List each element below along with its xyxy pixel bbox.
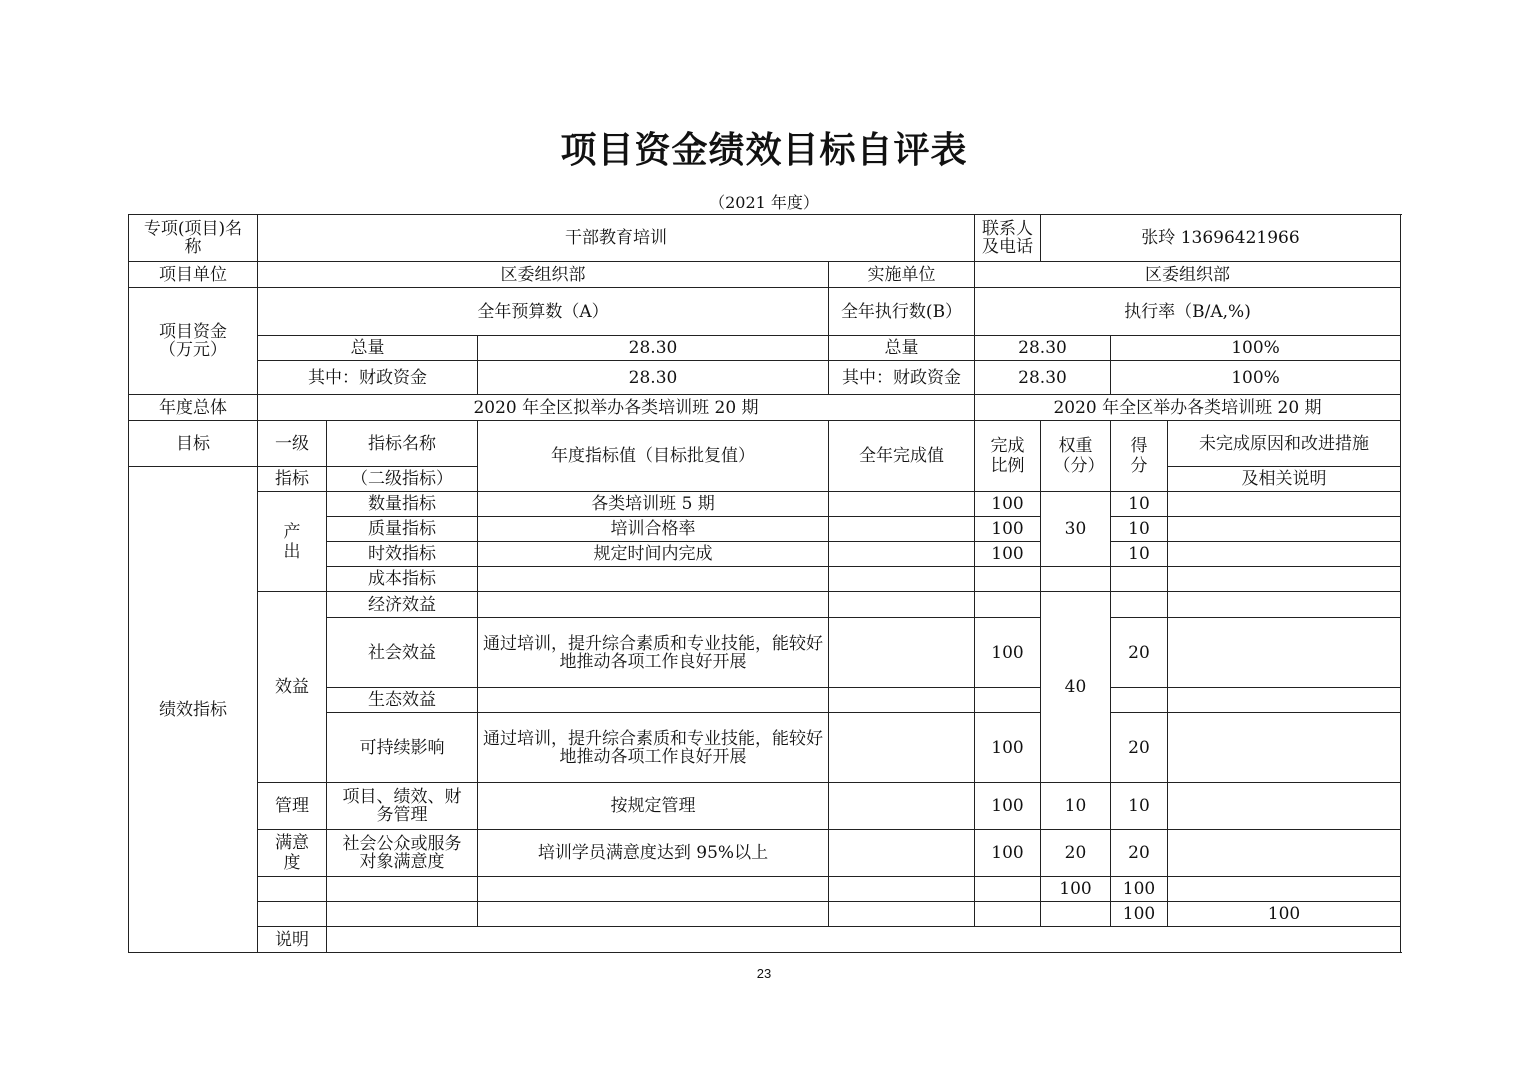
completion-ratio xyxy=(975,688,1041,713)
weight-output: 30 xyxy=(1041,492,1111,567)
empty-cell xyxy=(327,902,478,927)
weight-label: 权重（分） xyxy=(1041,421,1111,492)
row-unit xyxy=(129,262,1401,288)
completion-ratio: 100 xyxy=(975,492,1041,517)
completed-value xyxy=(829,830,975,877)
row-note xyxy=(129,927,1401,953)
total-score: 100 xyxy=(1168,902,1401,927)
indicator-value: 通过培训，提升综合素质和专业技能，能较好地推动各项工作良好开展 xyxy=(478,618,829,688)
project-name-label: 专项(项目)名称 xyxy=(129,215,258,262)
annual-target: 2020 年全区拟举办各类培训班 20 期 xyxy=(258,395,975,421)
indicator-value: 按规定管理 xyxy=(478,783,829,830)
reason-label-b: 及相关说明 xyxy=(1168,467,1401,492)
indicator-value: 培训学员满意度达到 95%以上 xyxy=(478,830,829,877)
fiscal-budget: 28.30 xyxy=(478,361,829,395)
completion-ratio: 100 xyxy=(975,542,1041,567)
empty-cell xyxy=(258,902,327,927)
annual-label: 年度总体 xyxy=(129,395,258,421)
reason xyxy=(1168,492,1401,517)
indicator-value xyxy=(478,592,829,618)
row-funds-total xyxy=(129,336,1401,361)
row-funds-header xyxy=(129,288,1401,336)
empty-cell xyxy=(258,877,327,902)
completed-value xyxy=(829,517,975,542)
evaluation-table xyxy=(128,214,1401,953)
annual-actual: 2020 年全区举办各类培训班 20 期 xyxy=(975,395,1401,421)
row-indicator-header xyxy=(129,421,1401,467)
indicator-value: 各类培训班 5 期 xyxy=(478,492,829,517)
score xyxy=(1111,688,1168,713)
indicator-name: 成本指标 xyxy=(327,567,478,592)
score: 10 xyxy=(1111,492,1168,517)
score: 20 xyxy=(1111,618,1168,688)
completion-ratio: 100 xyxy=(975,783,1041,830)
completed-value xyxy=(829,688,975,713)
group-output: 产出 xyxy=(258,492,327,592)
level1-label-b: 指标 xyxy=(258,467,327,492)
completed-value xyxy=(829,713,975,783)
indicator-value xyxy=(478,688,829,713)
row-annual xyxy=(129,395,1401,421)
score: 20 xyxy=(1111,713,1168,783)
indicator-name: 可持续影响 xyxy=(327,713,478,783)
completion-ratio: 100 xyxy=(975,618,1041,688)
reason xyxy=(1168,713,1401,783)
total-label: 总量 xyxy=(258,336,478,361)
fiscal-label: 其中：财政资金 xyxy=(258,361,478,395)
empty-cell xyxy=(829,877,975,902)
weight: 10 xyxy=(1041,783,1111,830)
total-exec: 28.30 xyxy=(975,336,1111,361)
empty-cell xyxy=(975,877,1041,902)
indicator-value: 培训合格率 xyxy=(478,517,829,542)
completed-value xyxy=(829,618,975,688)
score: 10 xyxy=(1111,542,1168,567)
page-title: 项目资金绩效目标自评表 xyxy=(560,130,968,171)
reason xyxy=(1168,542,1401,567)
weight: 20 xyxy=(1041,830,1111,877)
note-value xyxy=(327,927,1401,953)
unit-value: 区委组织部 xyxy=(258,262,829,288)
reason xyxy=(1168,592,1401,618)
completion-ratio-label: 完成比例 xyxy=(975,421,1041,492)
indicator-name: 质量指标 xyxy=(327,517,478,542)
total-weight: 100 xyxy=(1041,877,1111,902)
score: 10 xyxy=(1111,517,1168,542)
unit-label: 项目单位 xyxy=(129,262,258,288)
total-exec-label: 总量 xyxy=(829,336,975,361)
group-management: 管理 xyxy=(258,783,327,830)
score: 20 xyxy=(1111,830,1168,877)
annual-value-label: 年度指标值（目标批复值） xyxy=(478,421,829,492)
goal-label: 目标 xyxy=(129,421,258,467)
completion-ratio: 100 xyxy=(975,830,1041,877)
indicator-name-label: 指标名称 xyxy=(327,421,478,467)
level1-label: 一级 xyxy=(258,421,327,467)
score xyxy=(1111,592,1168,618)
score: 10 xyxy=(1111,783,1168,830)
indicator-name: 时效指标 xyxy=(327,542,478,567)
year-label: （2021 年度） xyxy=(709,193,819,212)
completed-value xyxy=(829,783,975,830)
empty-cell xyxy=(829,902,975,927)
indicator-name-label-b: （二级指标） xyxy=(327,467,478,492)
indicator-name: 项目、绩效、财务管理 xyxy=(327,783,478,830)
reason xyxy=(1168,517,1401,542)
completion-ratio xyxy=(975,592,1041,618)
exec-label: 全年执行数(B） xyxy=(829,288,975,336)
weight-benefit: 40 xyxy=(1041,592,1111,783)
indicator-name: 生态效益 xyxy=(327,688,478,713)
row-project-name xyxy=(129,215,1401,262)
empty-cell xyxy=(478,877,829,902)
table-row xyxy=(129,783,1401,830)
empty-cell xyxy=(478,902,829,927)
empty-cell xyxy=(327,877,478,902)
note-label: 说明 xyxy=(258,927,327,953)
impl-label: 实施单位 xyxy=(829,262,975,288)
fiscal-exec-label: 其中：财政资金 xyxy=(829,361,975,395)
row-funds-fiscal xyxy=(129,361,1401,395)
completion-ratio: 100 xyxy=(975,517,1041,542)
table-row xyxy=(129,492,1401,517)
fiscal-rate: 100% xyxy=(1111,361,1401,395)
completed-value xyxy=(829,567,975,592)
completed-value xyxy=(829,492,975,517)
table-row xyxy=(129,592,1401,618)
rate-label: 执行率（B/A,%) xyxy=(975,288,1401,336)
funds-label: 项目资金（万元） xyxy=(129,288,258,395)
indicator-name: 社会效益 xyxy=(327,618,478,688)
table-row xyxy=(129,830,1401,877)
reason xyxy=(1168,567,1401,592)
indicator-value xyxy=(478,567,829,592)
completion-ratio xyxy=(975,567,1041,592)
indicator-name: 经济效益 xyxy=(327,592,478,618)
completed-value-label: 全年完成值 xyxy=(829,421,975,492)
impl-value: 区委组织部 xyxy=(975,262,1401,288)
total-row xyxy=(129,902,1401,927)
perf-label: 绩效指标 xyxy=(129,467,258,953)
score xyxy=(1111,567,1168,592)
project-name-value: 干部教育培训 xyxy=(258,215,975,262)
total-rate: 100% xyxy=(1111,336,1401,361)
group-satisfaction: 满意度 xyxy=(258,830,327,877)
completed-value xyxy=(829,592,975,618)
reason xyxy=(1168,688,1401,713)
indicator-name: 社会公众或服务对象满意度 xyxy=(327,830,478,877)
page-number: 23 xyxy=(756,966,772,981)
indicator-value: 规定时间内完成 xyxy=(478,542,829,567)
contact-label: 联系人及电话 xyxy=(975,215,1041,262)
group-benefit: 效益 xyxy=(258,592,327,783)
reason-label: 未完成原因和改进措施 xyxy=(1168,421,1401,467)
completed-value xyxy=(829,542,975,567)
reason xyxy=(1168,618,1401,688)
reason xyxy=(1168,830,1401,877)
completion-ratio: 100 xyxy=(975,713,1041,783)
score-label: 得分 xyxy=(1111,421,1168,492)
total-budget: 28.30 xyxy=(478,336,829,361)
indicator-name: 数量指标 xyxy=(327,492,478,517)
empty-cell xyxy=(975,902,1041,927)
total-row xyxy=(129,877,1401,902)
empty-cell xyxy=(1168,877,1401,902)
indicator-value: 通过培训，提升综合素质和专业技能，能较好地推动各项工作良好开展 xyxy=(478,713,829,783)
contact-value: 张玲 13696421966 xyxy=(1041,215,1401,262)
reason xyxy=(1168,783,1401,830)
budget-label: 全年预算数（A） xyxy=(258,288,829,336)
weight-empty xyxy=(1041,567,1111,592)
total-score: 100 xyxy=(1111,877,1168,902)
fiscal-exec: 28.30 xyxy=(975,361,1111,395)
empty-cell xyxy=(1041,902,1111,927)
total-weight: 100 xyxy=(1111,902,1168,927)
